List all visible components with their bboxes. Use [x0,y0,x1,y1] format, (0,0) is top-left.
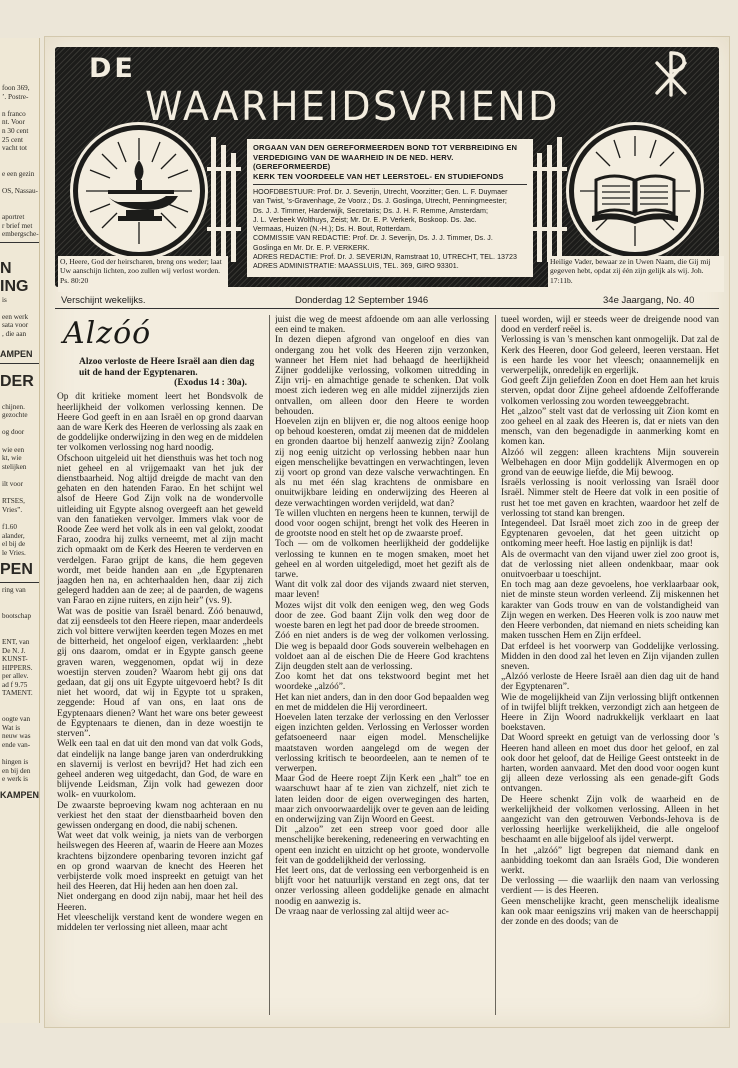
edge-rule [0,363,39,364]
edge-text-line: le Vries. [2,548,26,557]
article-paragraph: In dezen diepen afgrond van ongeloof en dies van ondergang zou het volk des Heeren zijn verzonken, wanneer het Hem niet had behaagd de heerlijkheid Zijner goddelijke verlossing, volkomen uitredding in Zijn vrij- en almachtige genade te schenken. Dat volk moest zich iederen weg en alle middel zijnerzijds zien ontvallen, om alleen door den Heere te worden behouden. [275,335,489,417]
edge-text-line: De N. J. [2,646,26,655]
article-epigraph: Alzoo verloste de Heere Israël aan dien dag uit de hand der Egyptenaren. [79,357,255,378]
article-paragraph: Hoevelen laten terzake der verlossing en den Verlosser eigen inzichten gelden. Verlossing en Verlosser worden gefatsoeneerd naar eigen model. Menschelijke maatstaven worden aangelegd om de wegen der verlossing kritisch te beoordeelen, aan te nemen of te verwerpen. [275,712,489,774]
edge-text-line [0,161,39,170]
edge-gap [0,38,39,84]
edge-text-line [0,437,39,446]
open-book-medallion [569,125,701,257]
edge-text-line: wie een [2,445,25,454]
frequency-note: Verschijnt wekelijks. [61,295,146,306]
article-paragraph: Dat Woord spreekt en getuigt van de verlossing door 's Heeren hand alleen en moet dus door het geloof, en zal ook door het geloof, dat de Heilige Geest ontsteekt in de harten, worden aanvaard. Met den dood voor oogen kunt gij alleen deze verlossing als een genade-gift Gods ontvangen. [501,733,719,795]
article-paragraph: Welk een taal en dat uit den mond van dat volk Gods, dat eindelijk na lange bange jaren van onderdrukking en slavernij is verlost en bevrijd? Het had zich een geheel anderen weg uitgedacht, dan God, de ware en blijvende Leidsman, Zijn volk had gewezen door wolk- en vuurkolom. [57,739,263,801]
article-paragraph: juist die weg de meest afdoende om aan alle verlossing een eind te maken. [275,315,489,336]
article-paragraph: Zoo komt het dat ons tekstwoord begint met het woordeke „alzóó”. [275,672,489,693]
edge-text-line: 25 cent [2,135,23,144]
left-pillar-ornament [207,137,241,262]
article-paragraph: tueel worden, wijl er steeds weer de dreigende nood van dood en verderf reëel is. [501,315,719,336]
quote-right-box [548,256,724,292]
newspaper-page [44,36,730,1028]
column-3-body [501,315,719,927]
edge-text-line: , die aan [2,330,27,339]
edge-text-line: chijnen. [2,402,25,411]
edge-text-line [0,698,39,707]
article-paragraph: Maar God de Heere roept Zijn Kerk een „halt” toe en waarschuwt haar af te zien van zichzelf, niet zich te laten leiden door de eigen overwegingen des harten, maar zich onvoorwaardelijk over te geven aan de leiding en onderwijzing van Zijn Woord en Geest. [275,774,489,825]
edge-gap [0,391,39,403]
board-line-5: Vermaas, Huizen (N.-H.); Ds. H. Bout, Rotterdam. [253,225,412,234]
article-heading: Alzóó [63,316,152,351]
edge-text-line: per allev. [2,672,29,681]
article-paragraph: De verlossing — die waarlijk den naam van verlossing verdient — is des Heeren. [501,876,719,897]
edge-text-line: og door [2,428,25,437]
edge-rule [0,242,39,243]
editors-line-2: Goslinga en Mr. Dr. E. P. VERKERK. [253,243,370,252]
issue-strip [55,293,719,309]
article-paragraph: Te willen vluchten en nergens heen te kunnen, terwijl de dood voor oogen schijnt, brengt het volk des Heeren in de grootste nood en stelt het op de zwaarste proef. [275,508,489,540]
edge-text-line: Wat is [2,723,20,732]
article-paragraph: Hoevelen zijn en blijven er, die nog altoos eenige hoop op behoud koesteren, omdat zij meenen dat de middelen en gronden daartoe bij henzelf aanwezig zijn? Zoolang zij nog eenig uitzicht op verlossing hebben naar hun eigen menschelijke bevattingen en verwachtingen, leven zij voort op grond van deze valsche verwachtingen. En als nu met één slag krachtens de onmisbare en onuitwijkbare leiding en onderwijzing des Heeren al deze verwachtingen worden verijdeld, wat dan? [275,417,489,509]
edge-text-line: ad f 9.75 [2,680,28,689]
edge-text-line: is [2,295,7,304]
edge-text-line: aportret [2,212,25,221]
article-paragraph: In het „alzóó” ligt begrepen dat niemand dank en aanbidding toekomt dan aan Israëls God, Die wonderen werkt. [501,845,719,876]
edge-text-line: Vries”. [2,505,23,514]
edge-text-line [0,101,39,110]
edge-text-line [0,204,39,213]
edge-heading: AMPEN [0,348,33,359]
article-paragraph: Alzóó wil zeggen: alleen krachtens Mijn souverein Welbehagen en door Mijn goddelijk Alvermogen en op grond van de eeuwige liefde, die Mij bewoog. [501,447,719,479]
title-prefix: DE [89,53,136,84]
edge-text-line [0,304,39,313]
board-line-1: HOOFDBESTUUR: Prof. Dr. J. Severijn, Utrecht, Voorzitter; Gen. L. F. Duymaer [253,188,508,196]
article-column-3 [501,315,719,1015]
edge-text-line: n franco [2,109,26,118]
organ-line-3: KERK TEN VOORDEELE VAN HET LEERSTOEL- EN STUDIEFONDS [253,171,504,181]
oil-lamp-icon [78,130,200,252]
article-paragraph: Integendeel. Dat Israël moet zich zoo in de greep der Egyptenaren gevoelen, dat het geen uitzicht op ontkoming meer heeft. Hoe lastig en pijnlijk is dat! [501,519,719,550]
info-divider [253,184,527,185]
article-paragraph: De Heere schenkt Zijn volk de waarheid en de werkelijkheid der volkomen verlossing. Alleen in het aangezicht van den getrouwen Verbonds-Jehova is de verlossing heerlijke werkelijkheid, die alle ongeloof beschaamt en alle bijgeloof als ijdel verwerpt. [501,794,719,846]
edge-text-line [0,471,39,480]
edge-text-line: kt, wie [2,454,22,463]
edge-text-line: ’. Postre- [2,92,29,101]
edge-text-line: f1.60 [2,522,17,531]
edge-text-line: e werk is [2,775,28,784]
edge-text-line: nt. Voor [2,118,25,127]
chi-rho-icon [651,49,691,97]
edge-text-line [0,153,39,162]
epigraph-reference: (Exodus 14 : 30a). [174,378,247,389]
edge-text-line [0,595,39,604]
edge-text-line: ende van- [2,741,31,750]
edge-text-line: OS, Nassau- [2,187,38,196]
article-paragraph: Wat was de positie van Israël benard. Zóó benauwd, dat zij eensdeels tot den Heere riepen, maar anderdeels zich vol bittere verwijten keerden tegen Mozes en met de bitterheid, het ongeloof eigen, verklaarden: „hebt gij ons daarom, omdat er in Egypte gansch geene graven waren, weggenomen, opdat wij in deze woestijn sterven zouden? Waarom hebt gij ons dat gedaan, dat gij ons uit Egypte uitgevoerd hebt? Is dit niet het woord, dat wij in Egypte tot u spraken, zeggende: Houd af van ons, en laat ons de Egyptenaars dienen? Want het ware ons beter geweest de Egyptenaars te dienen, dan in deze woestijn te sterven”. [57,606,263,740]
edge-text-line: embergsche- [2,230,39,239]
issue-date: Donderdag 12 September 1946 [295,295,429,306]
article-paragraph: Mozes wijst dit volk den eenigen weg, den weg Gods door de zee. God baant Zijn volk den weg door de woeste baren en legt het pad door de breede stroomen. [275,600,489,632]
board-line-3: Ds. J. J. Timmer, Harderwijk, Secretaris; Ds. J. H. F. Remme, Amsterdam; [253,206,488,215]
article-paragraph: Het kan niet anders, dan in den door God bepaalden weg en met de middelen die Hij verordineert. [275,692,489,713]
organ-line-1: ORGAAN VAN DEN GEREFORMEERDEN BOND TOT VERBREIDING EN [253,143,518,152]
volume-number: 34e Jaargang, No. 40 [603,295,695,306]
previous-page-edge [0,38,40,1023]
edge-text-line: stelijken [2,462,27,471]
article-paragraph: God geeft Zijn geliefden Zoon en doet Hem aan het kruis sterven, opdat door Zijne geheel afdoende Zelfofferande volkomen verlossing zou worden teweeggebracht. [501,376,719,407]
edge-text-line [0,604,39,613]
edge-text-line: n 30 cent [2,126,29,135]
edge-text-line [0,196,39,205]
edge-text-line: ilt voor [2,480,23,488]
article-column-1 [57,315,263,1015]
edge-text-line [0,621,39,630]
edge-text-line: alander, [2,531,25,540]
article-paragraph: Want dit volk zal door des vijands zwaard niet sterven, maar leven! [275,580,489,601]
edge-text-line [0,707,39,716]
article-paragraph: Israëls verlossing is nooit verlossing van Israël door Israël. Nimmer stelt de Heere dat volk in een positie of rust het toe met gaven en krachten, waardoor het zelf de verlossing tot stand kan brengen. [501,478,719,519]
article-paragraph: Geen menschelijke kracht, geen menschelijk idealisme kan ook maar eenigszins vrij maken van de heerschappij der zonde en des doods; van de [501,896,719,927]
edge-text-line: oogte van [2,715,31,724]
article-paragraph: „Alzóó verloste de Heere Israël aan dien dag uit de hand der Egyptenaren”. [501,672,719,693]
article-paragraph: De vraag naar de verlossing zal altijd weer ac- [275,906,449,917]
edge-text-line: en bij den [2,766,31,775]
article-paragraph: Verlossing is van 's menschen kant onmogelijk. Dat zal de Kerk des Heeren, door God geleerd, leeren verstaan. Het is een harde les voor het vleesch; onaannemelijk en verwerpelijk, onredelijk en ergerlijk. [501,335,719,377]
column-1-body [57,392,263,933]
article-paragraph: Dat erfdeel is het voorwerp van Goddelijke verlossing. Midden in den dood zal het leven en Zijn vijanden zullen sneven. [501,641,719,672]
column-rule-1 [269,315,270,1015]
article-paragraph: Wat weet dat volk weinig, ja niets van de verborgen heilswegen des Heeren af, waarin de Heere aan Mozes krachtens bijzondere openbaring tevoren inzicht gaf en op grond waarvan de knecht des Heeren het verbijsterde volk moed inspreekt en getuigt van het heil des Heeren, dat Hij heden aan hen doen zal. [57,831,263,893]
edge-text-line: ring van [2,586,26,595]
edge-heading: N [0,259,12,277]
right-pillar-ornament [533,137,567,262]
edge-heading: ING [0,277,29,295]
edge-gap [0,339,39,349]
edge-text-line: foon 369, [2,84,30,92]
article-paragraph: Het „alzoo” stelt vast dat de verlossing uit Zion komt en zoo geheel en al zaak des Heeren is, dat er niets van den mensch, van den begenadigde in aanmerking komt en komen kan. [501,406,719,448]
column-2-body [275,315,489,917]
article-paragraph: Het leert ons, dat de verlossing een verborgenheid is en blijft voor het natuurlijk verstand en zegt ons, dat ter onzer verlossing alleen goddelijke genade en almacht noodig en aanwezig is. [275,865,489,907]
edge-text-line [0,514,39,523]
edge-text-line: HIPPERS. [2,663,33,672]
article-paragraph: De zwaarste beproeving kwam nog achteraan en nu verkiest het den staat der dienstbaarheid boven den gewissen ondergang en dood, die nabij schenen. [57,800,263,831]
newspaper-title: WAARHEIDSVRIEND [145,83,560,130]
edge-text-line: KUNST- [2,655,28,664]
masthead-quote-right: Heilige Vader, bewaar ze in Uwen Naam, die Gij mij gegeven hebt, opdat zij één zijn gelijk als wij. Joh. 17:11b. [550,257,711,285]
oil-lamp-medallion [73,125,205,257]
edge-heading: DER [0,372,34,390]
edge-text-line: TAMENT. [2,689,33,698]
quote-left-box [58,256,228,292]
board-line-2: van Twist, 's-Gravenhage, 2e Voorz.; Ds. J. Goslinga, Utrecht, Penningmeester; [253,197,507,206]
administration-address: ADRES ADMINISTRATIE: MAASSLUIS, TEL. 369, GIRO 93301. [253,262,459,271]
column-rule-2 [495,315,496,1015]
edge-text-line: vacht tot [2,144,27,153]
article-paragraph: En toch mag aan deze gevoelens, hoe verklaarbaar ook, niet de minste steun worden verleend. Zij miskennen het karakter van Gods trouw en van de volstandigheid van Zijn wegen en werken. Des Heeren volk is zoo nauw met den Heere verbonden, dat niemand en niets scheiding kan maken tusschen Hem en Zijn erfdeel. [501,580,719,642]
edge-text-line: neuw was [2,732,31,741]
board-line-4: J. L. Verbeek Wolthuys, Zeist; Mr. Dr. E. P. Verkerk, Boskoop. Ds. Jac. [253,215,477,224]
edge-text-line: e een gezin [2,169,35,178]
edge-text-line: hingen is [2,758,29,767]
edge-text-line: r brief met [2,221,33,230]
edge-text-line: ENT, van [2,637,30,646]
article-paragraph: Op dit kritieke moment leert het Bondsvolk de heerlijkheid der volkomen verlossing kennen. De Heere God geeft in en aan Israël en op grond daarvan aan de ware Kerk des Heeren de verlossing als zaak en de goddelijke onderwijzing in den weg en de middelen ter volkomen verlossing nog hard noodig. [57,392,263,454]
edge-heading: KAMPEN [0,790,40,800]
edge-text-line: sata voor [2,321,29,330]
edge-gap [0,246,39,260]
article-paragraph: Het vleeschelijk verstand kent de wondere wegen en middelen ter verlossing niet alleen, maar acht [57,912,263,933]
edge-text-line [0,489,39,498]
edge-text-line: een werk [2,312,29,321]
edge-text-line: RTSES, [2,497,25,506]
article-paragraph: Als de overmacht van den vijand uwer ziel zoo groot is, dat de verlossing niet alleen ondenkbaar, maar ook onuitvoerbaar u toeschijnt. [501,549,719,581]
edge-text-line: el bij de [2,540,26,549]
article-paragraph: Dit „alzoo” zet een streep voor goed door alle menschelijke berekening, redeneering en verwachting en opent een inzicht en uitzicht op het groote, wondervolle feit van de goddelijkheid der verlossing. [275,825,489,866]
editorial-address: ADRES REDACTIE: Prof. Dr. J. SEVERIJN, Ramstraat 10, UTRECHT, TEL. 13723 [253,253,518,262]
masthead [55,47,719,287]
edge-text-line: gezochte [2,411,28,420]
edge-rule [0,582,39,583]
editors-line-1: COMMISSIE VAN REDACTIE: Prof. Dr. J. Severijn, Ds. J. J. Timmer, Ds. J. [253,234,493,243]
masthead-quote-left: O, Heere, God der heirscharen, breng ons weder; laat Uw aanschijn lichten, zoo zullen wij verlost worden. Ps. 80:20 [60,257,222,285]
edge-text-line: bootschap [2,612,32,621]
article-paragraph: Zóó en niet anders is de weg der volkomen verlossing. Die weg is bepaald door Gods souverein welbehagen en voldoet aan al de eischen Die de Heere God krachtens Zijn deugden stelt aan de verlossing. [275,631,489,672]
article-column-2 [275,315,489,1015]
article-paragraph: Ofschoon uitgeleid uit het diensthuis was het toch nog niet geheel en al vrijgemaakt van het juk der dienstbaarheid. Nog altijd dreigde de macht van den gehaten en den hatenden Farao. En het schijnt wel alsof de Heere God Zijn volk na de wondervolle uitleiding uit Egypte alsnog overgeeft aan het geweld van den fanatieken vervolger. Immers vlak voor de Roode Zee werd het volk als in een val gelokt, zoodat Farao, zoodra hij zulks verneemt, met al zijn macht zich opmaakt om de Kerk des Heeren te verderven en verdelgen. Farao grijpt de kans, die hem gegeven wordt, met beide handen aan en „de Egyptenaren jaagden hen na, en achterhaalden hen, daar zij zich gelegerd hadden aan de zee; al de paarden, de wagens van Farao en zijne ruiters, en zijn heir” (vs. 9). [57,453,263,607]
edge-heading: PEN [0,561,33,579]
article-paragraph: Wie de mogelijkheid van Zijn verlossing blijft ontkennen of in twijfel blijft trekken, verzondigt zich aan hetgeen de Heere in Zijn Woord nadrukkelijk verklaart en laat boekstaven. [501,692,719,734]
article-paragraph: Niet ondergang en dood zijn nabij, maar het heil des Heeren. [57,892,263,913]
open-book-icon [574,130,696,252]
edge-text-line [0,420,39,429]
organ-line-2: VERDEDIGING VAN DE WAARHEID IN DE NED. HERV. (GEREFORMEERDE) [253,152,454,171]
edge-text-line [0,750,39,759]
article-paragraph: Toch — om de volkomen heerlijkheid der goddelijke verlossing te kunnen en te mogen smaken, moet het geheel en al worden uitgeledigd, moet het gezift als de tarwe. [275,539,489,581]
title-band [89,47,689,131]
edge-text-line [0,179,39,188]
edge-text-line [0,629,39,638]
masthead-info-box [247,139,533,277]
